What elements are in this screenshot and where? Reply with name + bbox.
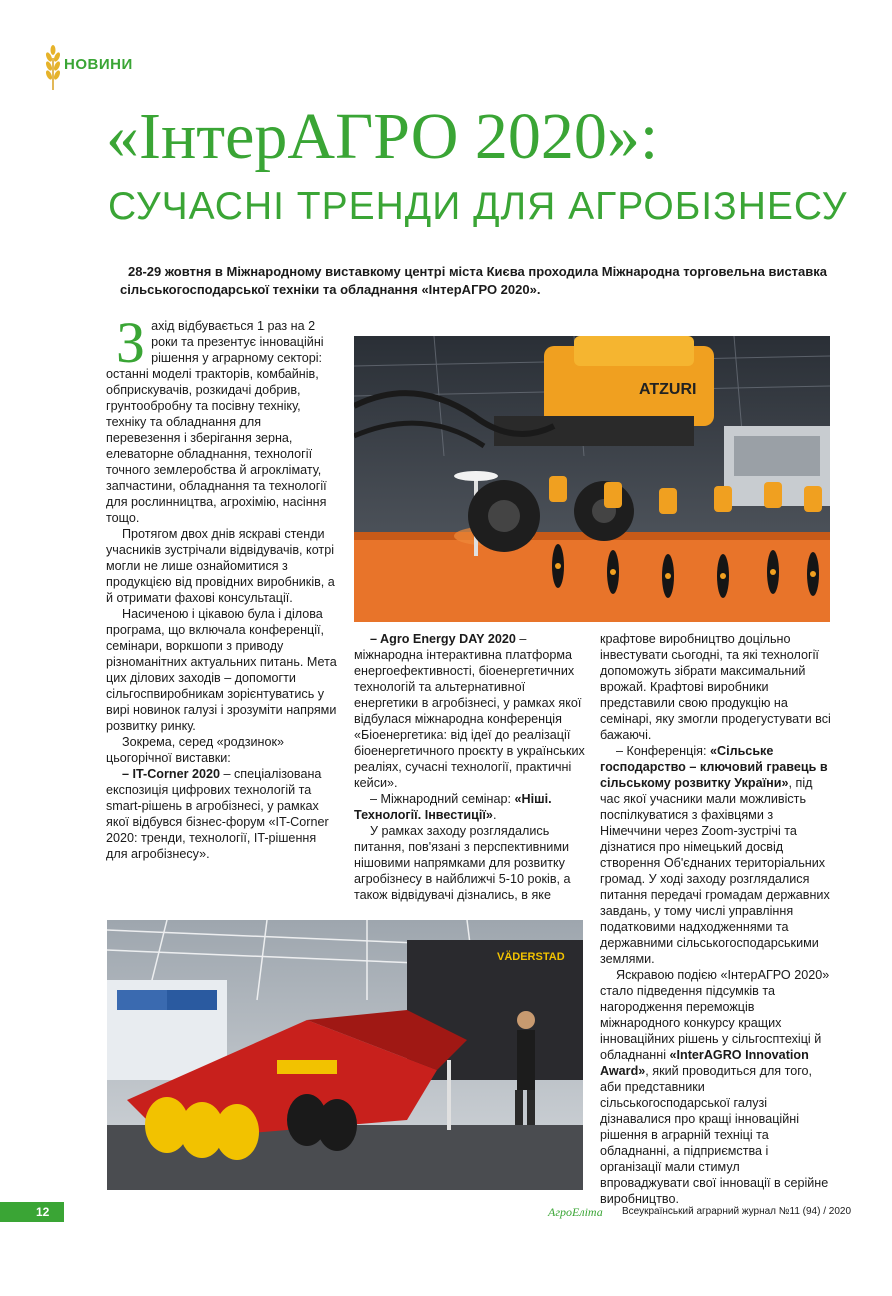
paragraph: крафтове виробництво доцільно інвестувати сьогодні, та які технології допоможуть зібрати максимальний врожай. Крафтові виробники представили свою продукцію на семінарі, яку змогли продегустувати всі бажаючі. [600,632,831,742]
page-number-tab [0,1202,64,1222]
svg-text:VÄDERSTAD: VÄDERSTAD [497,951,565,963]
article-subtitle: СУЧАСНІ ТРЕНДИ ДЛЯ АГРОБІЗНЕСУ [108,185,848,228]
paragraph-text: . [492,808,497,822]
paragraph-text: , під час якої учасники мали можливість поспілкуватися з фахівцями з Німеччини через Zoom-зустрічі та дізнатися про німецький досвід створення Об'єднаних територіальних громад. У ході заходу розглядалися питання передачі громадам державних завдань, у тому числі управління податковими надходженнями та державними сільськогосподарськими землями. [600,776,830,966]
paragraph-text: Яскравою подією «ІнтерАГРО 2020» стало підведення підсумків та нагородження переможців міжнародного конкурсу кращих інноваційних рішень у сільгосптехіці й обладнанні [600,968,830,1062]
paragraph [600,967,832,1207]
photo-harrow-exhibit [107,920,583,1190]
paragraph-text: – спеціалізована експозиція цифрових технологій та smart-рішень в агробізнесі, у рамках якої відбувся бізнес-форум «IT-Corner 2020: тренди, технології, IT-рішення для агробізнесу». [106,767,329,861]
section-label: НОВИНИ [64,56,133,73]
paragraph: Протягом двох днів яскраві стенди учасників зустрічали відвідувачів, котрі могли не лише ознайомитися з продукцією від провідних виробників, а й отримати фахові консультації. [106,527,335,605]
wheat-icon [42,44,64,90]
paragraph [106,310,338,526]
paragraph: Насиченою і цікавою була і ділова програма, що включала конференції, семінари, воркшопи з приводу різноманітних актуальних питань. Мета цих ділових заходів – допомогти сільгоспвиробникам зорієнтуватись у вирі новинок галузі і зрозуміти напрями розвитку ринку. [106,607,337,733]
column-3 [600,631,832,1207]
paragraph-text: – Міжнародний семінар: [370,792,515,806]
paragraph-text: – міжнародна інтерактивна платформа енергоефективності, біоенергетичних технологій та альтернативної енергетики в агробізнесі, у рамках якої відбулася міжнародна конференція «Біоенергетика: від ідеї до реалізації біоенергетичного проєкту в українських реаліях, сучасні технології, практичні кейси». [354,632,585,790]
paragraph-text: ахід відбувається 1 раз на 2 роки та презентує інноваційні рішення у аграрному секторі: останні моделі тракторів, комбайнів, обприскувачів, розкидачі добрив, грунтообробну та посівну техніку, техніку та обладнання для перевезення і зберігання зерна, елеваторне обладнання, технології точного землеробства й агроклімату, запчастини, обладнання та технології для рослинництва, агрохімію, насіння тощо. [106,319,327,525]
paragraph [354,631,586,791]
paragraph: Зокрема, серед «родзинок» цьогорічної виставки: [106,735,285,765]
paragraph [106,766,338,862]
harrow-photo-illustration [107,920,583,1190]
bold-term: «InterAGRO Innovation Award» [600,1048,809,1078]
paragraph-text: , який проводиться для того, аби представники сільськогосподарської галузі дізнавалися про кращі інноваційні рішення в аграрній техніці та обладнанні, а підприємства і організації мали стимул впроваджувати свої інновації в серійне виробництво. [600,1064,829,1206]
bold-term: – IT-Corner 2020 [122,767,220,781]
journal-logo: АгроЕліта [548,1205,603,1219]
column-1 [106,310,338,862]
paragraph-text: – Конференція: [616,744,710,758]
journal-issue: Всеукраїнський аграрний журнал №11 (94) / 2020 [622,1206,852,1217]
article-lead: 28-29 жовтня в Міжнародному виставкому центрі міста Києва проходила Міжнародна торговельна виставка сільськогосподарської техніки та обладнання «ІнтерАГРО 2020». [120,264,827,297]
bold-term: «Ніші. Технології. Інвестиції» [354,792,552,822]
bold-term: – Agro Energy DAY 2020 [370,632,516,646]
svg-text:ATZURI: ATZURI [639,381,697,398]
photo-seeder-exhibit [354,336,830,622]
paragraph [600,743,832,967]
bold-term: «Сільське господарство – ключовий гравець в сільському розвитку України» [600,744,828,790]
paragraph: У рамках заходу розглядались питання, пов'язані з перспективними нішовими напрямками для розвитку агробізнесу в найближчі 5-10 років, а також відвідувачі дізнались, в яке [354,824,571,902]
seeder-photo-illustration [354,336,830,622]
paragraph [354,791,586,823]
page-number: 12 [36,1205,50,1219]
drop-cap: З [116,310,146,375]
column-2 [354,631,586,903]
article-title: «ІнтерАГРО 2020»: [106,100,659,173]
